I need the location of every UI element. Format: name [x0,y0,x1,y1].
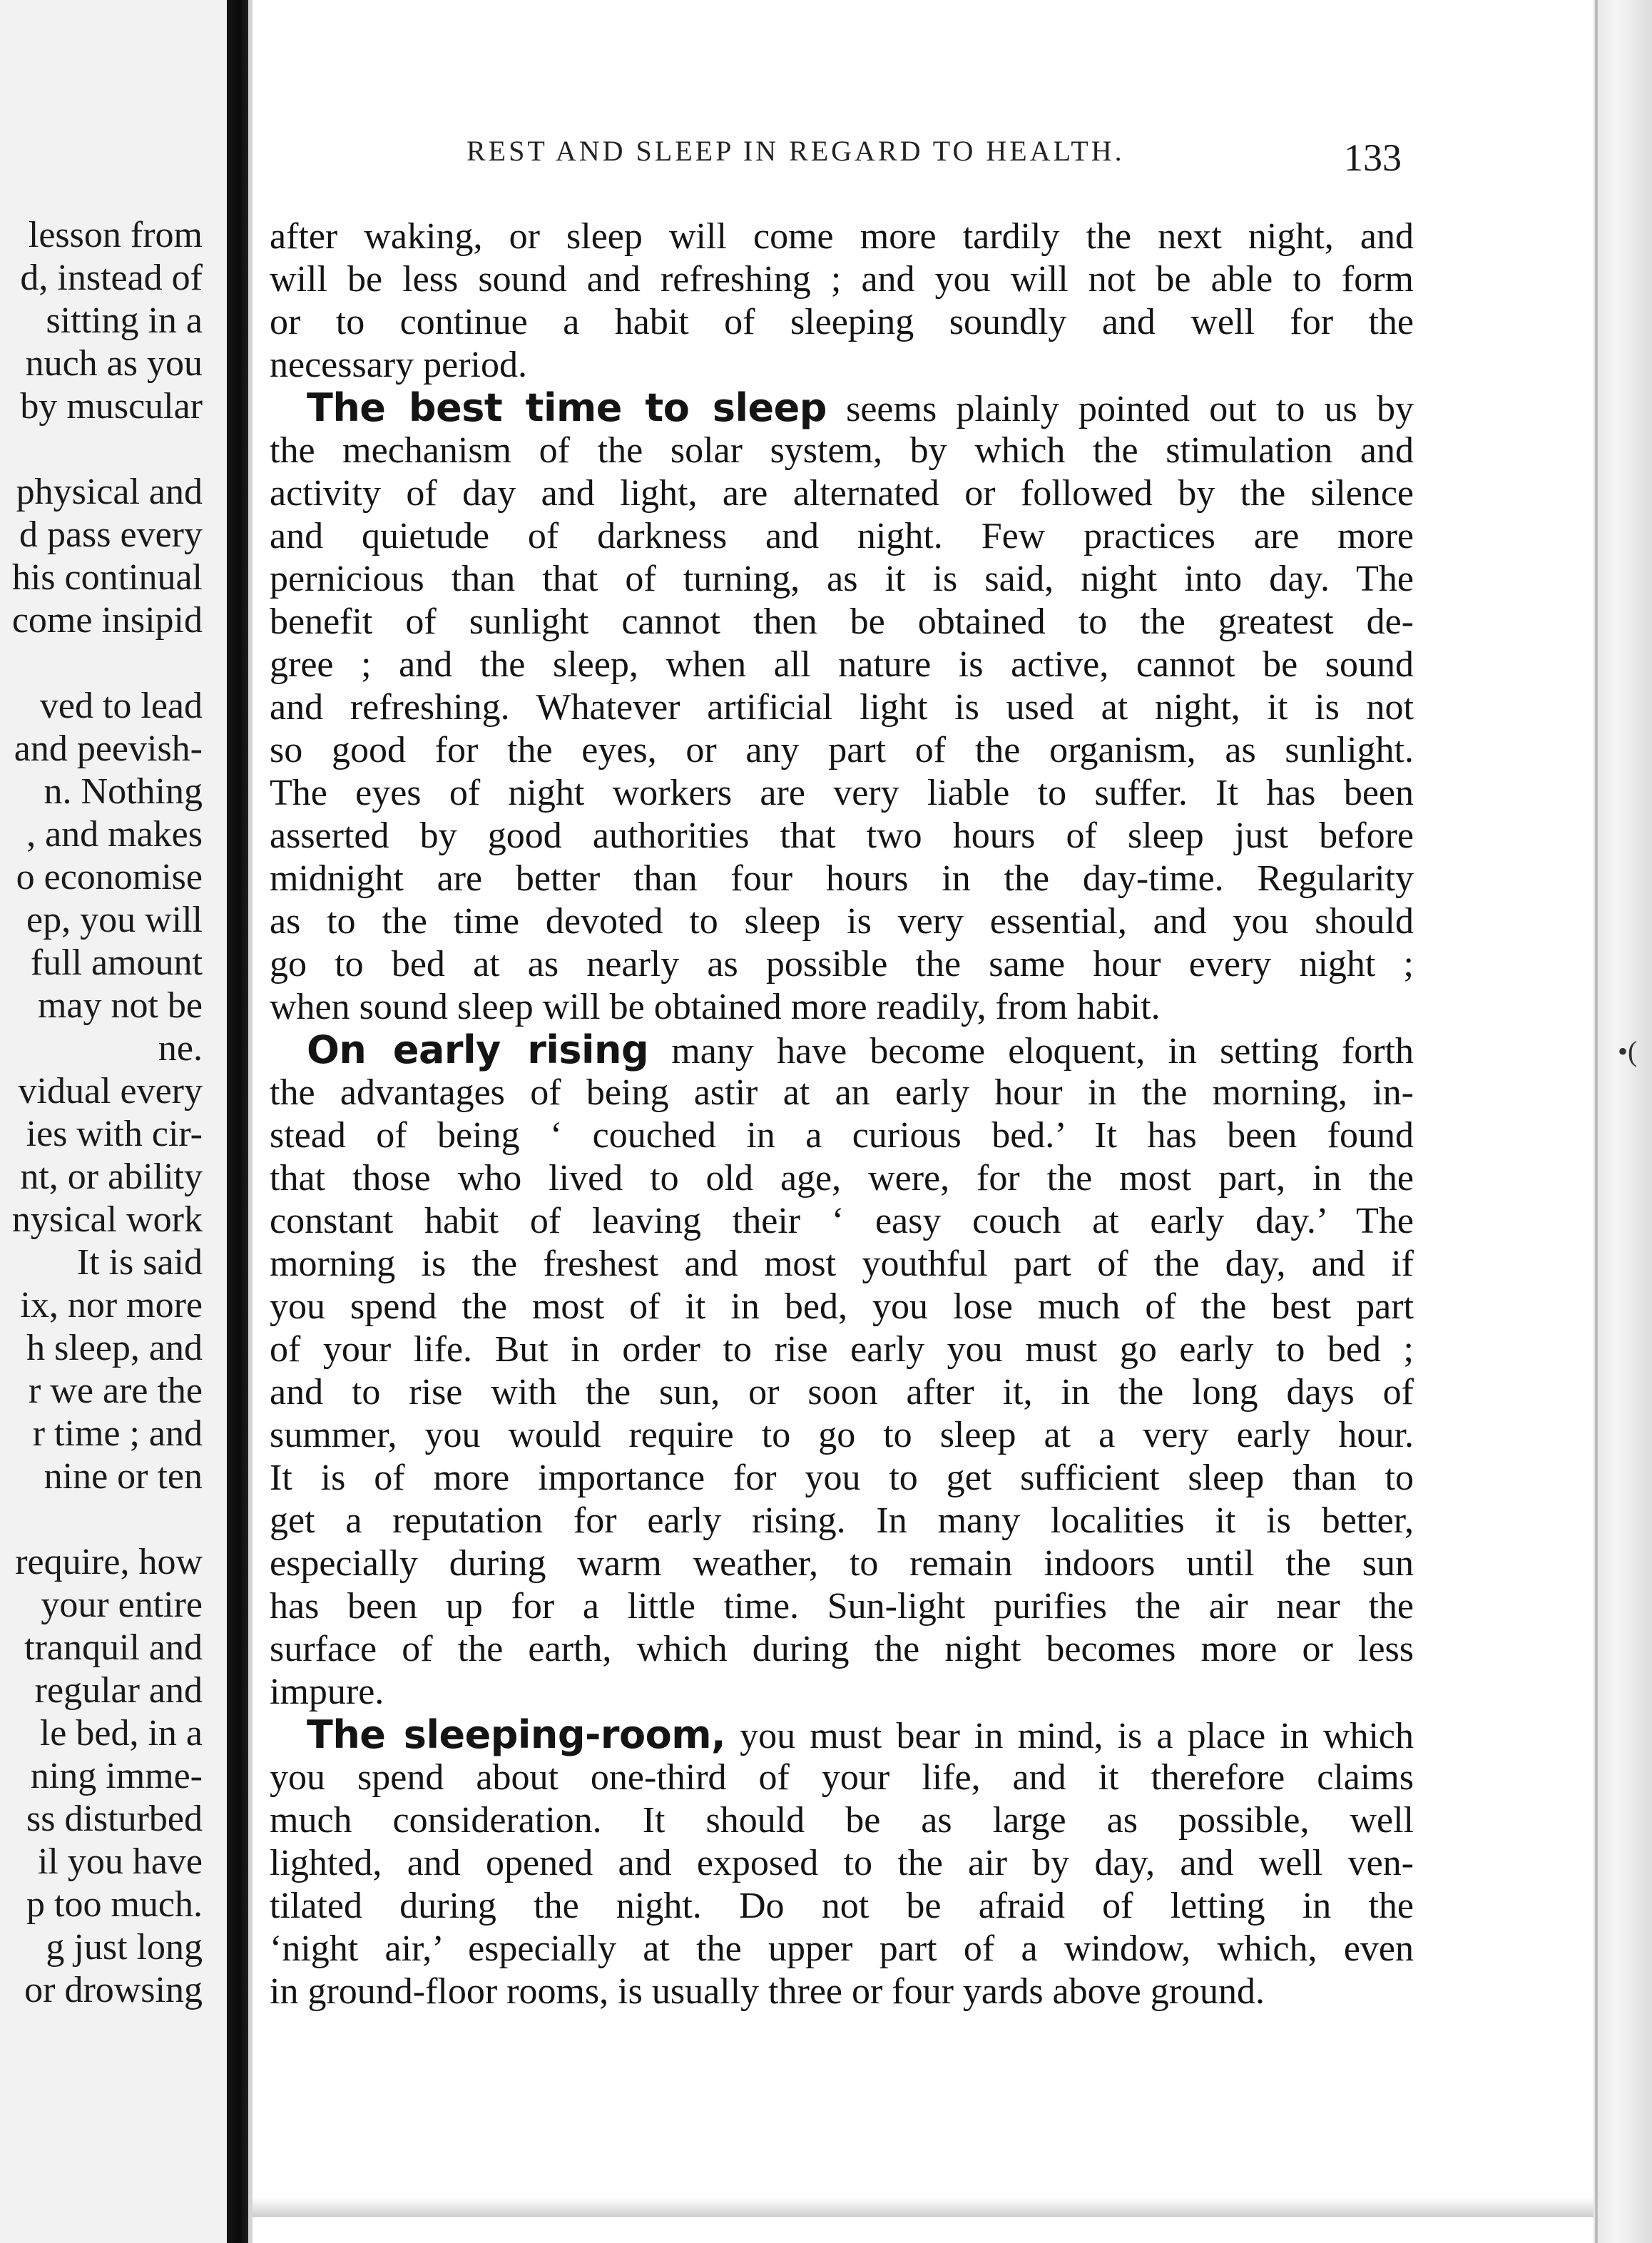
left-page-line: ne. [158,1028,203,1069]
left-page-line: ep, you will [26,900,203,940]
line-text: tilated during the night. Do not be afraid of letting in the [270,1886,1414,1926]
paragraph [270,1029,1414,1714]
left-page-line: ix, nor more [20,1285,203,1326]
text-line [270,1114,1414,1157]
line-text: stead of being ‘ couched in a curious bed.’ It has been found [270,1115,1414,1156]
line-text: summer, you would require to go to sleep at a very early hour. [270,1415,1414,1455]
page-edge-line [1595,0,1598,2243]
line-text: morning is the freshest and most youthful part of the day, and if [270,1243,1414,1284]
text-line [270,644,1414,686]
page-bottom-shadow [253,2197,1594,2217]
left-page-line: full amount [30,942,203,983]
left-page-line: nysical work [11,1199,203,1240]
text-line [270,558,1414,601]
paragraph-lead: The sleeping-room, [307,1712,725,1757]
line-text: benefit of sunlight cannot then be obtained to the greatest de- [270,601,1414,642]
left-page-line: It is said [76,1242,203,1283]
left-page-line: n. Nothing [44,771,203,812]
left-page-gap [0,1498,203,1541]
text-line [270,344,1414,387]
line-text: asserted by good authorities that two hours of sleep just before [270,815,1414,856]
text-line [270,1414,1414,1457]
left-page-line: o economise [16,857,203,897]
left-page-line: r time ; and [32,1413,203,1454]
line-text: get a reputation for early rising. In many localities it is better, [270,1500,1414,1541]
paragraph-lead: On early rising [307,1027,649,1072]
line-text: gree ; and the sleep, when all nature is active, cannot be sound [270,644,1414,685]
text-line [270,1371,1414,1414]
text-line [270,1970,1414,2013]
left-page [0,0,227,2243]
page-edge [1594,0,1652,2243]
text-line [270,301,1414,344]
left-page-line: p too much. [26,1884,203,1925]
paragraph [270,387,1414,1029]
text-line [270,1585,1414,1628]
margin-mark: •( [1618,1035,1638,1067]
left-page-line: d, instead of [20,258,203,298]
line-text: as to the time devoted to sleep is very essential, and you should [270,901,1414,942]
text-line [270,986,1414,1029]
left-page-line: nuch as you [25,343,203,384]
line-text: when sound sleep will be obtained more readily, from habit. [270,987,1161,1027]
text-line [270,1243,1414,1286]
left-page-line: and peevish- [14,728,203,769]
left-page-line: nt, or ability [20,1156,203,1197]
line-text: in ground-floor rooms, is usually three or four yards above ground. [270,1971,1265,2012]
line-text: after waking, or sleep will come more tardily the next night, and [270,216,1414,257]
left-page-line: by muscular [20,386,203,427]
left-page-line: nine or ten [44,1456,203,1497]
left-page-line: , and makes [26,814,203,855]
text-line [270,1928,1414,1970]
line-text: ‘night air,’ especially at the upper part of a window, which, even [270,1928,1414,1969]
text-line [270,1714,1414,1756]
left-page-line: le bed, in a [39,1713,203,1754]
left-page-line: il you have [37,1841,203,1882]
line-text: and to rise with the sun, or soon after it, in the long days of [270,1372,1414,1413]
text-line [270,1157,1414,1200]
line-text: you spend the most of it in bed, you lose much of the best part [270,1286,1414,1327]
line-text: surface of the earth, which during the night becomes more or less [270,1629,1414,1669]
line-text: of your life. But in order to rise early you must go early to bed ; [270,1329,1414,1370]
text-line [270,1671,1414,1714]
line-text: constant habit of leaving their ‘ easy couch at early day.’ The [270,1201,1414,1241]
text-line [270,1200,1414,1243]
left-page-line: r we are the [29,1370,203,1411]
text-line [270,472,1414,515]
text-line [270,1842,1414,1885]
left-page-line: require, how [15,1542,203,1582]
text-line [270,772,1414,815]
left-page-line: ss disturbed [26,1799,203,1839]
line-text: go to bed at as nearly as possible the same hour every night ; [270,944,1414,985]
text-line [270,686,1414,729]
text-line [270,1885,1414,1928]
running-head: REST AND SLEEP IN REGARD TO HEALTH. [466,135,1125,167]
text-line [270,1286,1414,1328]
left-page-line: ved to lead [39,686,203,726]
text-line [270,729,1414,772]
line-text: seems plainly pointed out to us by [826,389,1414,429]
text-line [270,429,1414,472]
left-page-line: h sleep, and [26,1328,203,1368]
line-text: It is of more importance for you to get sufficient sleep than to [270,1458,1414,1498]
text-line [270,1542,1414,1585]
text-line [270,515,1414,558]
line-text: pernicious than that of turning, as it is said, night into day. The [270,559,1414,599]
text-line [270,1072,1414,1114]
text-line [270,858,1414,900]
left-page-line: regular and [34,1670,203,1711]
left-page-line: g just long [46,1927,203,1968]
text-line [270,1799,1414,1842]
left-page-line: physical and [16,472,203,512]
text-line [270,1756,1414,1799]
line-text: or to continue a habit of sleeping soundly and well for the [270,302,1414,342]
text-line [270,601,1414,644]
body-text [270,215,1414,2013]
left-page-line: vidual every [18,1071,203,1112]
line-text: will be less sound and refreshing ; and you will not be able to form [270,259,1414,300]
line-text: impure. [270,1672,384,1712]
line-text: midnight are better than four hours in the day-time. Regularity [270,858,1414,899]
text-line [270,943,1414,986]
text-line [270,900,1414,943]
line-text: has been up for a little time. Sun-light purifies the air near the [270,1586,1414,1627]
left-page-line: your entire [41,1585,203,1625]
line-text: the mechanism of the solar system, by which the stimulation and [270,430,1414,471]
left-page-line: or drowsing [24,1970,203,2010]
left-page-gap [0,428,203,471]
line-text: lighted, and opened and exposed to the air by day, and well ven- [270,1843,1414,1883]
text-line [270,1500,1414,1542]
line-text: necessary period. [270,345,527,385]
left-page-line: come insipid [11,600,203,641]
line-text: and quietude of darkness and night. Few practices are more [270,516,1414,556]
text-line [270,1328,1414,1371]
line-text: that those who lived to old age, were, for the most part, in the [270,1158,1414,1199]
text-line [270,1457,1414,1500]
line-text: you must bear in mind, is a place in which [725,1716,1414,1756]
left-page-line: d pass every [19,514,203,555]
paragraph [270,215,1414,387]
text-line [270,1628,1414,1671]
line-text: you spend about one-third of your life, and it therefore claims [270,1757,1414,1798]
paragraph-lead: The best time to sleep [307,385,827,430]
line-text: the advantages of being astir at an early hour in the morning, in- [270,1072,1414,1113]
left-page-line: ning imme- [30,1756,203,1796]
left-page-line: his continual [11,557,203,598]
left-page-gap [0,642,203,685]
text-line [270,215,1414,258]
page-number: 133 [1344,136,1402,179]
text-line [270,815,1414,858]
left-page-line: lesson from [28,215,203,255]
line-text: so good for the eyes, or any part of the organism, as sunlight. [270,730,1414,770]
line-text: activity of day and light, are alternated or followed by the silence [270,473,1414,514]
text-line [270,1029,1414,1072]
line-text: many have become eloquent, in setting forth [648,1031,1414,1072]
line-text: especially during warm weather, to remain indoors until the sun [270,1543,1414,1584]
left-page-line: sitting in a [46,300,203,341]
left-page-line: tranquil and [24,1627,203,1668]
line-text: much consideration. It should be as large as possible, well [270,1800,1414,1841]
left-page-line: ies with cir- [26,1114,203,1154]
text-line [270,258,1414,301]
left-page-text [0,214,203,2012]
line-text: The eyes of night workers are very liable to suffer. It has been [270,773,1414,813]
line-text: and refreshing. Whatever artificial light is used at night, it is not [270,687,1414,728]
book-gutter [227,0,248,2243]
paragraph [270,1714,1414,2013]
left-page-line: may not be [37,985,203,1026]
text-line [270,387,1414,429]
